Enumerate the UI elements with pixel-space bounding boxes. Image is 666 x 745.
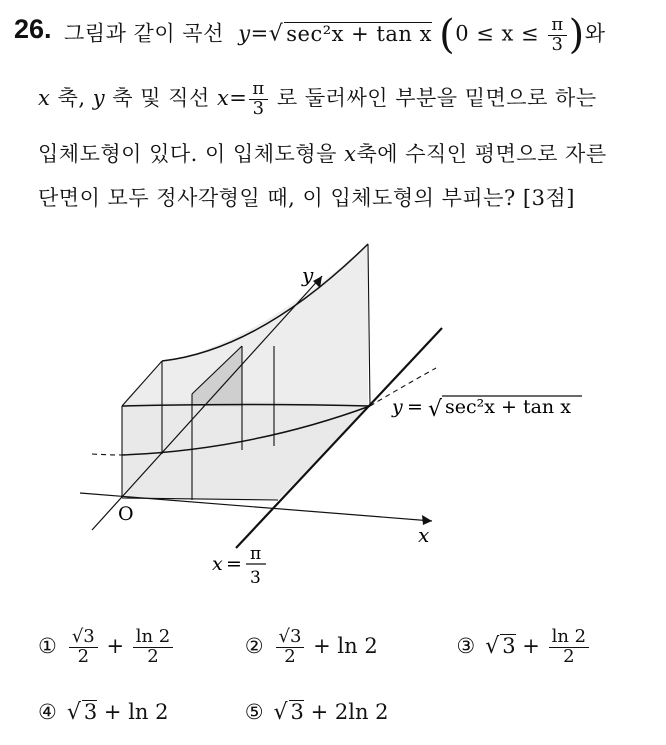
y-axis-phrase: 축 및 직선 — [112, 85, 210, 110]
choice-1[interactable] — [38, 628, 238, 667]
x-var-3: x — [344, 142, 357, 166]
line2-rest: 로 둘러싸인 부분을 밑면으로 하는 — [276, 85, 597, 110]
frac-num: ln 2 — [133, 628, 174, 648]
domain-left: 0 ≤ x ≤ — [455, 21, 540, 46]
choice-3[interactable] — [456, 628, 591, 667]
x-var-2: x — [216, 85, 230, 110]
choice-5[interactable] — [245, 700, 389, 725]
line-label-lhs: x — [212, 553, 223, 575]
frac-den: 3 — [551, 33, 564, 55]
choice-5-mark: ⑤ — [244, 700, 264, 724]
choice-4-rest: + ln 2 — [103, 700, 169, 724]
choice-3-sqrt-icon: √ — [485, 633, 500, 659]
edge-right — [368, 244, 370, 406]
sqrt-body: sec²x + tan x — [286, 21, 432, 46]
frac-den: 2 — [147, 645, 159, 667]
line-label-num: π — [250, 544, 262, 564]
solid-figure — [0, 228, 666, 588]
line1-text: 그림과 같이 곡선 — [64, 21, 224, 46]
curve-label-body: sec²x + tan x — [445, 396, 571, 418]
choice-5-rest: + 2ln 2 — [310, 700, 389, 724]
frac-num: √3 — [69, 628, 98, 648]
frac-num: π — [249, 80, 267, 100]
choices-row-1 — [38, 628, 591, 667]
problem-line-3 — [38, 138, 607, 168]
equals-sign-2: = — [229, 85, 248, 110]
question-number: 26. — [14, 14, 52, 44]
choice-5-root: 3 — [290, 700, 304, 724]
choice-1-frac-a — [69, 628, 98, 667]
right-paren-icon: ) — [568, 12, 585, 58]
choice-1-mark: ① — [38, 633, 57, 658]
sqrt-icon: √ — [268, 21, 284, 47]
choice-4-sqrt-icon: √ — [66, 700, 81, 725]
left-paren-icon: ( — [439, 12, 456, 58]
line3-c: 축에 수직인 평면으로 자른 — [356, 142, 607, 166]
equals-sign: = — [250, 21, 269, 46]
frac-den: 3 — [252, 97, 265, 119]
curve-label-sqrt-icon: √ — [428, 397, 443, 422]
frac-den: 2 — [284, 645, 296, 667]
choices-row-2 — [38, 700, 389, 725]
base-curve-dashed-right — [370, 368, 436, 406]
frac-num: ln 2 — [549, 628, 590, 648]
choice-2-rest: + ln 2 — [313, 633, 378, 658]
line1-end: 와 — [584, 21, 606, 46]
choice-2[interactable] — [245, 628, 450, 667]
line-label-den: 3 — [250, 568, 261, 588]
choice-3-frac-b — [549, 628, 590, 667]
choice-4-mark: ④ — [38, 700, 57, 724]
choice-4-root: 3 — [83, 700, 98, 724]
problem-line-4: 단면이 모두 정사각형일 때, 이 입체도형의 부피는? [3점] — [38, 186, 575, 210]
choice-1-plus: + — [106, 633, 125, 658]
pi-over-3-line2 — [249, 80, 267, 119]
base-curve-dashed-left — [92, 454, 122, 455]
top-face — [122, 244, 368, 406]
frac-den: 2 — [563, 645, 575, 667]
x-var: x — [38, 85, 51, 110]
line-label-eq: = — [226, 553, 242, 575]
frac-num: √3 — [276, 628, 305, 648]
pi-over-3 — [548, 13, 566, 55]
x-axis-label: x — [418, 523, 430, 547]
curve-label-eq: = — [407, 396, 423, 418]
curve-lhs: y — [238, 21, 251, 46]
line3-a: 입체도형이 있다. 이 입체도형을 — [38, 142, 337, 166]
choice-2-mark: ② — [244, 633, 264, 658]
y-var: y — [92, 85, 106, 110]
choice-2-frac-a — [276, 628, 305, 667]
frac-num: π — [548, 16, 566, 36]
y-axis-label: y — [302, 263, 314, 287]
choice-3-root: 3 — [502, 633, 516, 658]
problem-line-1 — [64, 12, 606, 58]
x-axis-word: 축, — [57, 85, 86, 110]
choice-3-mark: ③ — [456, 633, 476, 658]
choice-3-plus: + — [522, 633, 540, 658]
choice-4[interactable] — [38, 700, 238, 725]
curve-label-lhs: y — [392, 396, 403, 418]
choice-5-sqrt-icon: √ — [273, 700, 288, 725]
problem-line-2 — [38, 80, 597, 119]
frac-den: 2 — [77, 645, 90, 667]
origin-label: O — [118, 503, 134, 525]
choice-1-frac-b — [133, 628, 174, 667]
